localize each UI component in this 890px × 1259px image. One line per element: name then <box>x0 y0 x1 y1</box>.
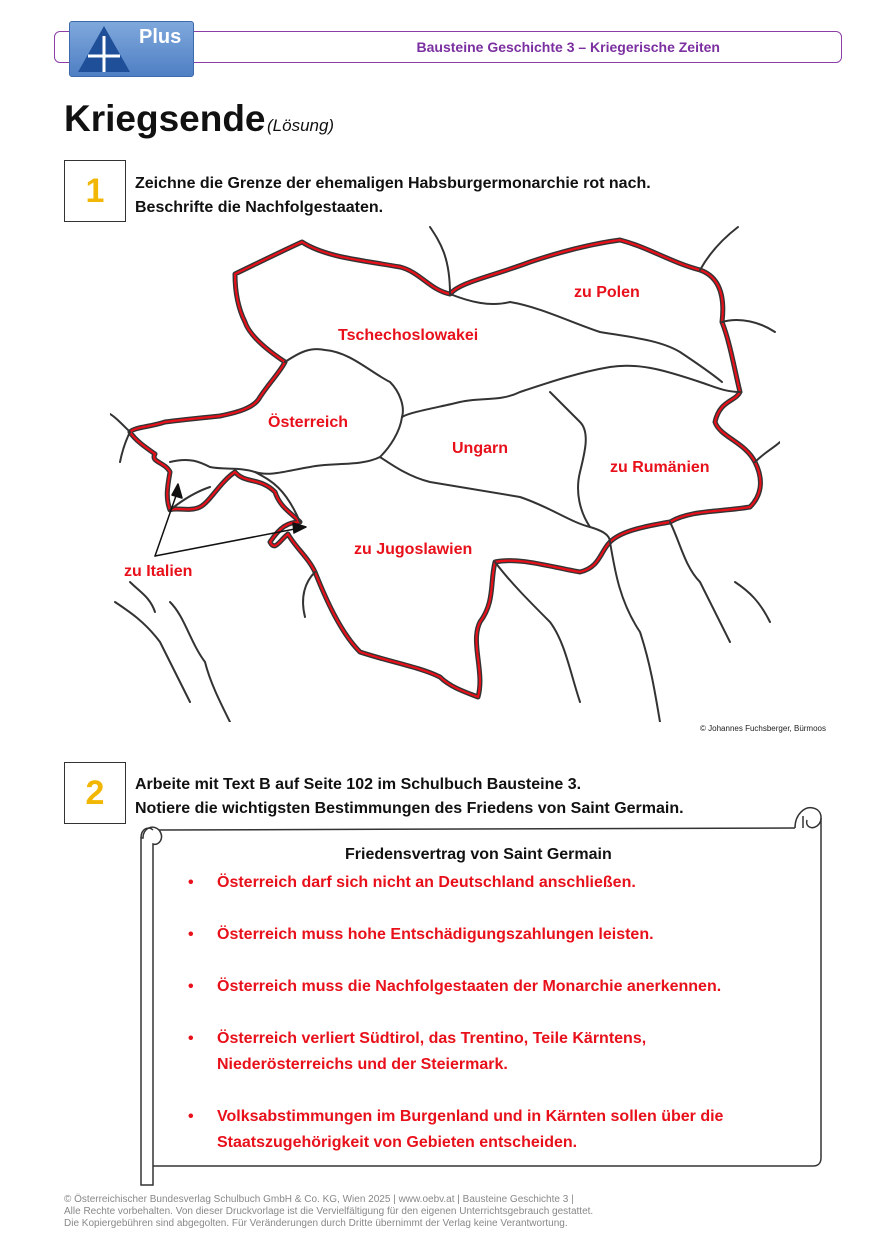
task2-line2: Notiere die wichtigsten Bestimmungen des Friedens von Saint Germain. <box>135 800 684 817</box>
page-title: Kriegsende <box>64 98 266 139</box>
label-zu-rumaenien: zu Rumänien <box>610 459 710 476</box>
task-number-2: 2 <box>64 762 126 824</box>
bullet-icon: • <box>188 926 194 943</box>
map-credit: © Johannes Fuchsberger, Bürmoos <box>700 724 826 733</box>
label-zu-jugoslawien: zu Jugoslawien <box>354 541 473 558</box>
list-item: • Österreich verliert Südtirol, das Trentino, Teile Kärntens, Niederösterreichs und der Steiermark. <box>188 1026 788 1078</box>
footer-line2: Alle Rechte vorbehalten. Von dieser Druckvorlage ist die Vervielfältigung für den eigenen Unterrichtsgebrauch gestattet. <box>64 1206 594 1217</box>
treaty-title: Friedensvertrag von Saint Germain <box>345 846 612 863</box>
label-zu-polen: zu Polen <box>574 284 640 301</box>
label-zu-italien: zu Italien <box>124 563 193 580</box>
bullet-icon: • <box>188 978 194 995</box>
task2-line1: Arbeite mit Text B auf Seite 102 im Schulbuch Bausteine 3. <box>135 776 582 793</box>
logo-text: Plus <box>139 26 182 48</box>
bullet-icon: • <box>188 1030 194 1047</box>
bullet-icon: • <box>188 874 194 891</box>
list-item: • Österreich muss die Nachfolgestaaten der Monarchie anerkennen. <box>188 974 788 1000</box>
label-ungarn: Ungarn <box>452 440 508 457</box>
task1-line1: Zeichne die Grenze der ehemaligen Habsburgermonarchie rot nach. <box>135 175 651 192</box>
footer <box>64 1194 764 1230</box>
task-number-1: 1 <box>64 160 126 222</box>
label-tschechoslowakei: Tschechoslowakei <box>338 327 479 344</box>
list-item: • Österreich muss hohe Entschädigungszahlungen leisten. <box>188 922 788 948</box>
footer-line1: © Österreichischer Bundesverlag Schulbuch GmbH & Co. KG, Wien 2025 | www.oebv.at | Bausteine Geschichte 3 | <box>64 1194 574 1205</box>
task1-instructions <box>135 172 651 220</box>
task1-line2: Beschrifte die Nachfolgestaaten. <box>135 199 384 216</box>
list-item: • Volksabstimmungen im Burgenland und in Kärnten sollen über die Staatszugehörigkeit von Gebieten entscheiden. <box>188 1104 788 1156</box>
page-subtitle: (Lösung) <box>267 116 335 135</box>
label-oesterreich: Österreich <box>268 414 349 431</box>
list-item: • Österreich darf sich nicht an Deutschland anschließen. <box>188 870 788 896</box>
bullet-icon: • <box>188 1108 194 1125</box>
series-title: Bausteine Geschichte 3 – Kriegerische Zeiten <box>416 39 720 55</box>
publisher-link[interactable]: www.oebv.at <box>398 1194 455 1205</box>
treaty-provisions-list <box>188 870 788 1182</box>
footer-line3: Die Kopiergebühren sind abgegolten. Für Veränderungen durch Dritte übernimmt der Verlag keine Verantwortung. <box>64 1218 568 1229</box>
